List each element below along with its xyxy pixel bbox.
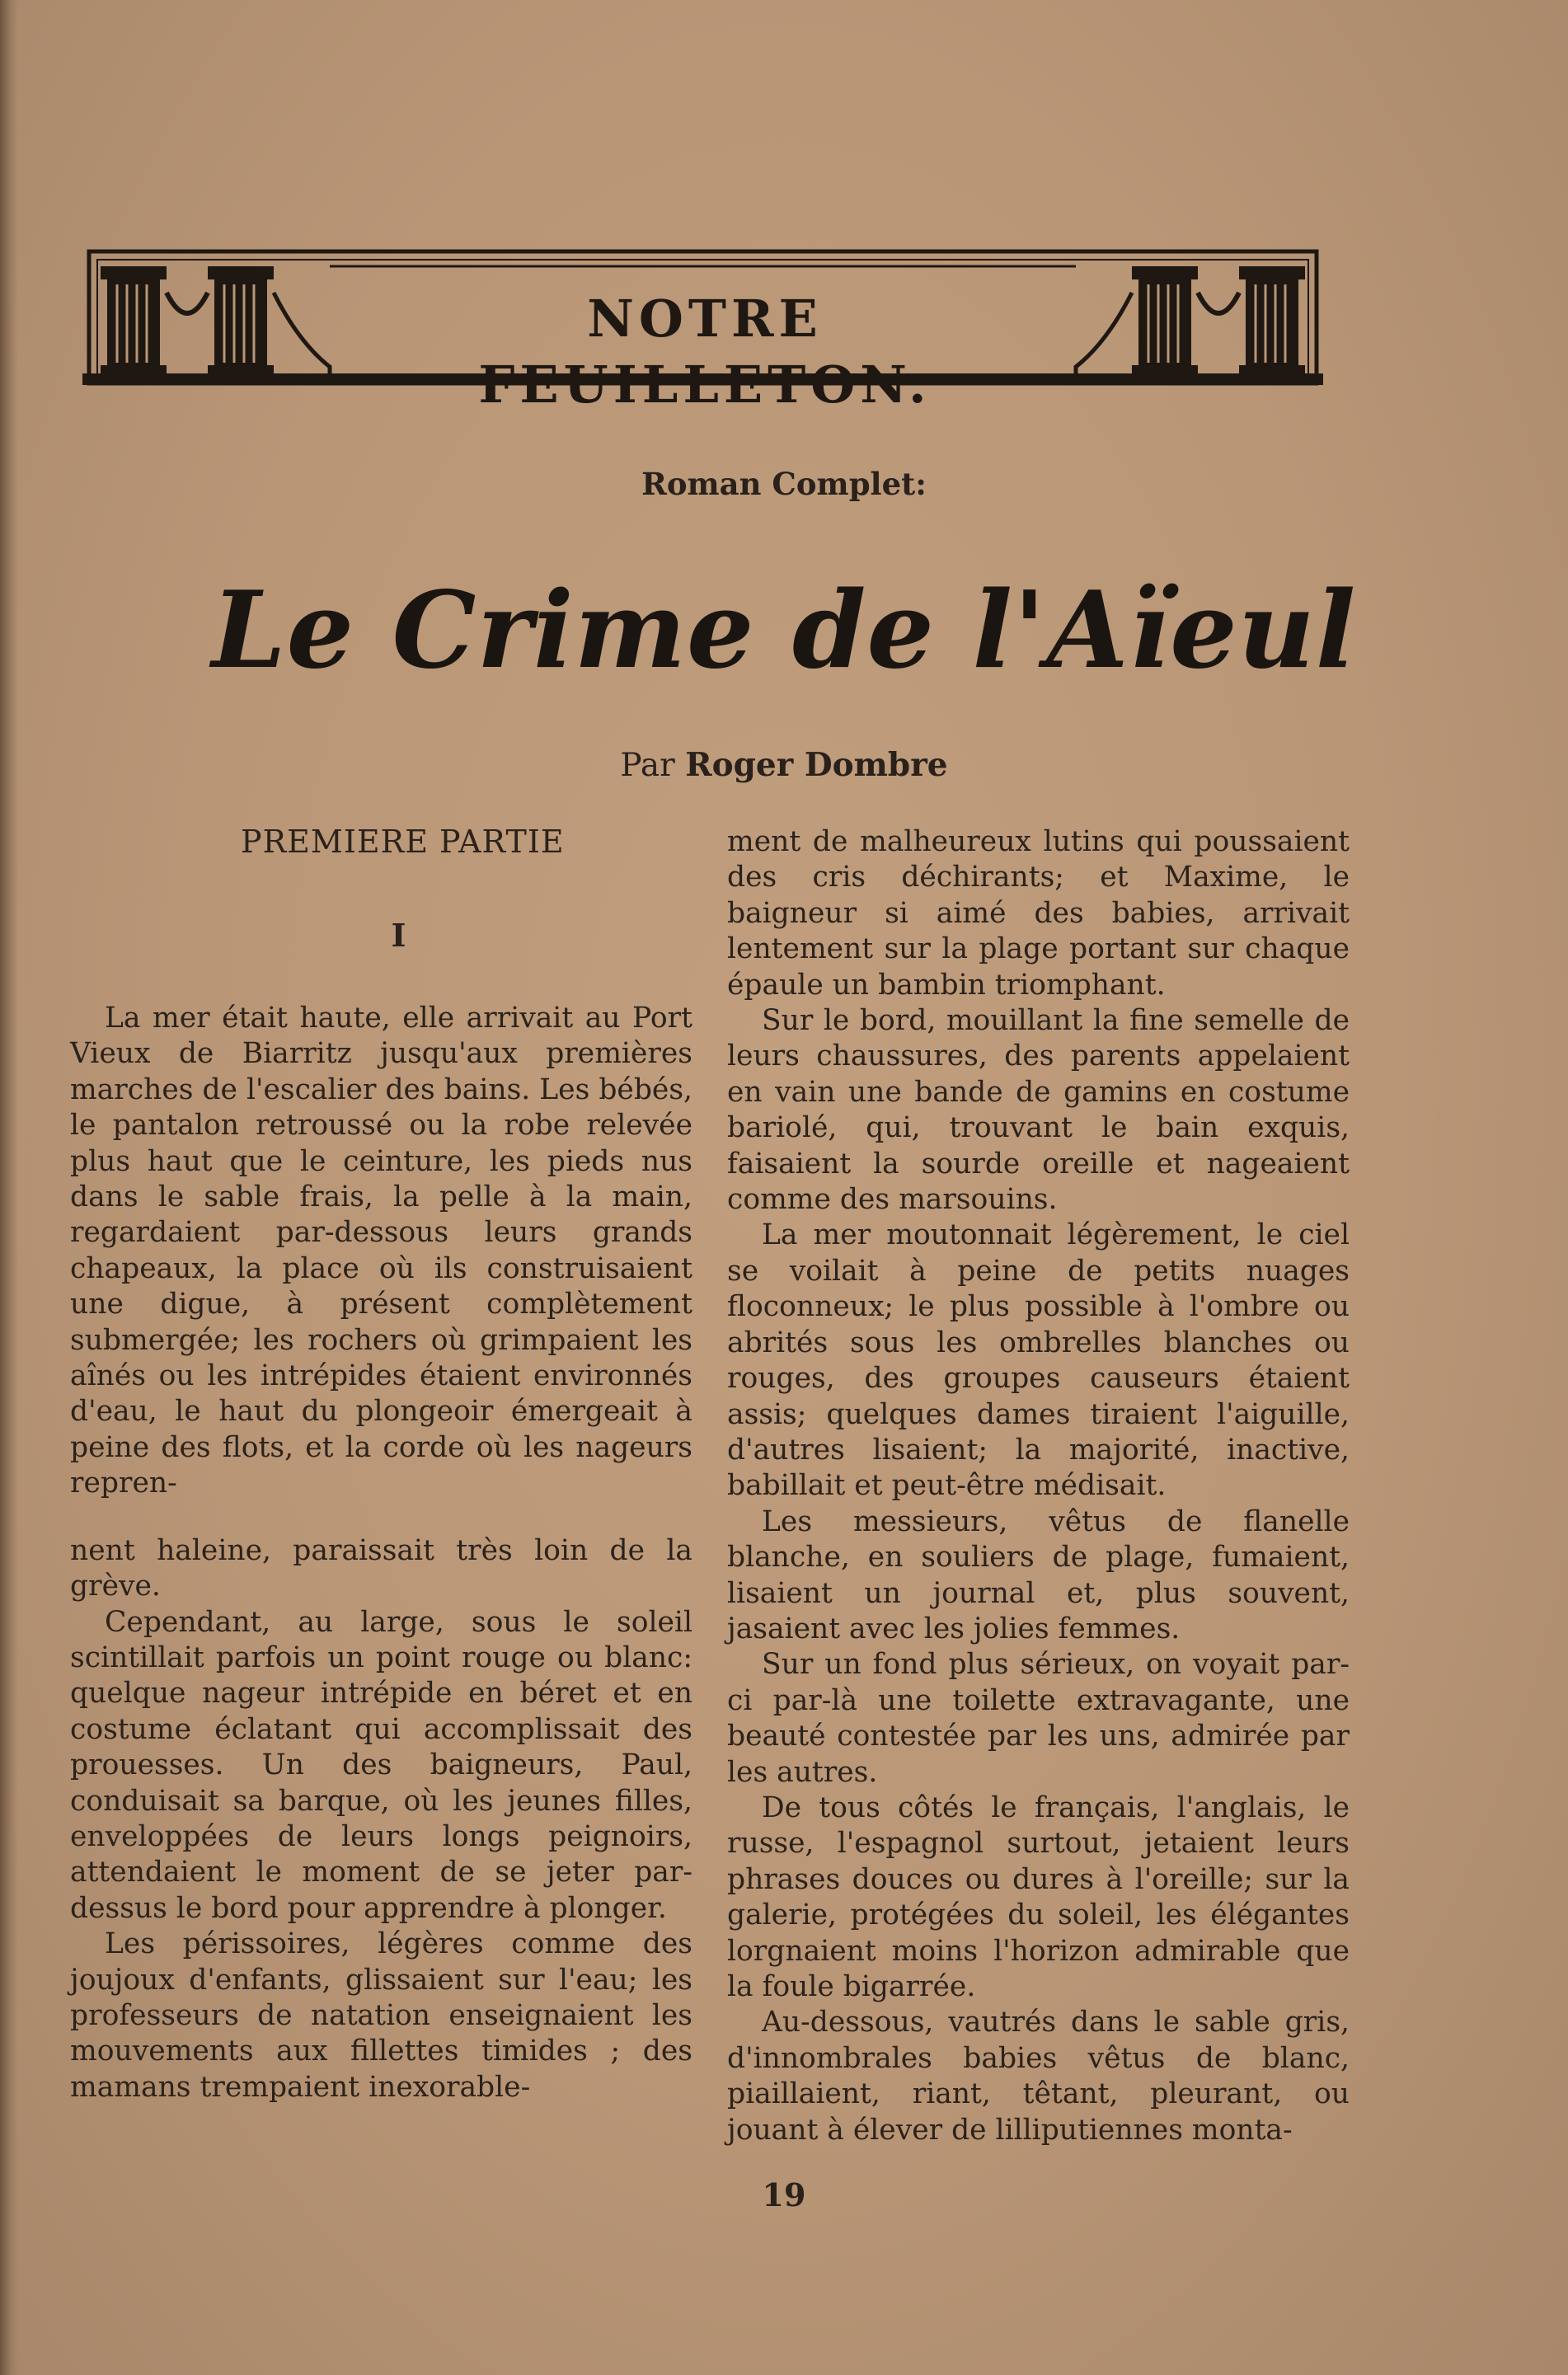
subtitle: Roman Complet: <box>641 466 927 502</box>
paragraph: De tous côtés le français, l'anglais, le russe, l'espagnol surtout, jetaient leurs phrases douces ou dures à l'oreille; sur la galerie, protégées du soleil, les élégantes lorgnaient moins l'horizon admirable que la foule bigarrée. <box>727 1791 1350 2003</box>
part-heading: PREMIERE PARTIE <box>241 824 565 860</box>
header-banner <box>82 243 1323 415</box>
paragraph: Les messieurs, vêtus de flanelle blanche, en souliers de plage, fumaient, lisaient un journal et, plus souvent, jasaient avec les jolies femmes. <box>727 1504 1350 1645</box>
page-number: 19 <box>762 2176 806 2213</box>
author-name: Roger Dombre <box>685 746 948 784</box>
paragraph: Au-dessous, vautrés dans le sable gris, d'innombrales babies vêtus de blanc, piaillaient, riant, têtant, pleurant, ou jouant à élever de lilliputiennes monta- <box>727 2006 1350 2147</box>
page-binding-edge <box>0 0 18 2375</box>
chapter-number: I <box>391 917 406 954</box>
paragraph: nent haleine, paraissait très loin de la grève. <box>70 1533 692 1603</box>
paragraph: La mer était haute, elle arrivait au Port Vieux de Biarritz jusqu'aux premières marches de l'escalier des bains. Les bébés, le pantalon retroussé ou la robe relevée plus haut que le ceinture, les pieds nus dans le sable frais, la pelle à la main, regardaient par-dessous leurs grands chapeaux, la place où ils construisaient une digue, à présent complètement submergée; les rochers où grimpaient les aînés ou les intrépides étaient environnés d'eau, le haut du plongeoir émergeait à peine des flots, et la corde où les nageurs repren- <box>70 1002 692 1500</box>
paragraph: ment de malheureux lutins qui poussaient des cris déchirants; et Maxime, le baigneur si aimé des babies, arrivait lentement sur la plage portant sur chaque épaule un bambin triomphant. <box>727 825 1350 1002</box>
page-title: Le Crime de l'Aïeul <box>211 569 1357 692</box>
column-break-gap <box>70 1502 692 1533</box>
paragraph: Cependant, au large, sous le soleil scintillait parfois un point rouge ou blanc: quelque nageur intrépide en béret et en costume éclatant qui accomplissait des prouesses. Un des baigneurs, Paul, conduisait sa barque, où les jeunes filles, enveloppées de leurs longs peignoirs, attendaient le moment de se jeter par-dessus le bord pour apprendre à plonger. <box>70 1605 692 1925</box>
paragraph: Sur un fond plus sérieux, on voyait par-ci par-là une toilette extravagante, une beauté contestée par les uns, admirée par les autres. <box>727 1648 1350 1789</box>
byline <box>0 746 1568 784</box>
paragraph: Les périssoires, légères comme des joujoux d'enfants, glissaient sur l'eau; les professeurs de natation enseignaient les mouvements aux fillettes timides ; des mamans trempaient inexorable- <box>70 1927 692 2104</box>
banner-title: NOTRE FEUILLETON. <box>478 289 932 415</box>
right-column <box>727 824 1350 2148</box>
paragraph: La mer moutonnait légèrement, le ciel se voilait à peine de petits nuages floconneux; le plus possible à l'ombre ou abrités sous les ombrelles blanches ou rouges, des groupes causeurs étaient assis; quelques dames tiraient l'aiguille, d'autres lisaient; la majorité, inactive, babillait et peut-être médisait. <box>727 1218 1350 1503</box>
paragraph: Sur le bord, mouillant la fine semelle de leurs chaussures, des parents appelaient en vain une bande de gamins en costume bariolé, qui, trouvant le bain exquis, faisaient la sourde oreille et nageaient comme des marsouins. <box>727 1004 1350 1217</box>
left-column <box>70 824 692 2105</box>
byline-prefix: Par <box>620 747 675 784</box>
